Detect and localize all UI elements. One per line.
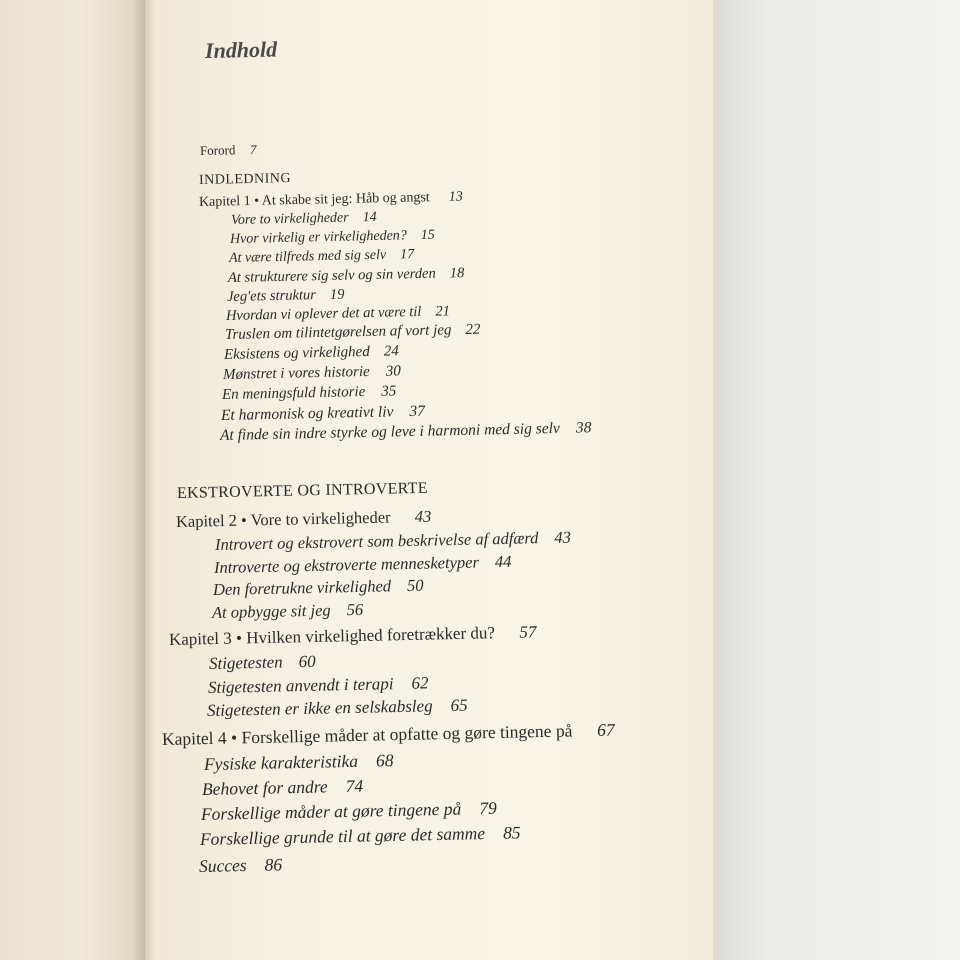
- entry-page: 44: [494, 551, 512, 572]
- entry-label: Den foretrukne virkelighed: [212, 576, 392, 599]
- entry-label: Jeg'ets struktur: [226, 287, 317, 305]
- entry-page: 30: [385, 363, 401, 380]
- chapter-label: Kapitel 3 • Hvilken virkelighed foretrækker du?: [168, 623, 496, 649]
- entry-page: 22: [465, 321, 481, 338]
- entry-page: 50: [406, 575, 424, 595]
- background-surface: [717, 0, 960, 960]
- entry-label: At opbygge sit jeg: [211, 600, 331, 622]
- chapter-label: Kapitel 1 • At skabe sit jeg: Håb og angst: [198, 190, 430, 210]
- entry-label: Hvordan vi oplever det at være til: [225, 303, 422, 324]
- section-heading: EKSTROVERTE OG INTROVERTE: [176, 479, 429, 502]
- entry-label: At være tilfreds med sig selv: [228, 247, 387, 266]
- entry-label: At finde sin indre styrke og leve i harmoni med sig selv: [219, 419, 561, 444]
- entry-page: 56: [346, 599, 364, 620]
- left-page: [0, 0, 150, 960]
- entry-label: Mønstret i vores historie: [222, 363, 370, 383]
- entry-label: Truslen om tilintetgørelsen af vort jeg: [224, 322, 452, 343]
- entry-label: Stigetesten er ikke en selskabsleg: [206, 696, 433, 720]
- entry-page: 65: [450, 695, 468, 715]
- toc-preface: [200, 142, 257, 159]
- entry-page: 17: [400, 247, 415, 263]
- preface-label: Forord: [199, 142, 236, 158]
- entry-label: Introverte og ekstroverte mennesketyper: [213, 552, 480, 577]
- entry-label: Stigetesten anvendt i terapi: [207, 674, 394, 697]
- entry-label: Fysiske karakteristika: [203, 750, 359, 774]
- entry-label: Et harmonisk og kreativt liv: [220, 403, 394, 424]
- entry-label: Eksistens og virkelighed: [223, 343, 370, 363]
- chapter-page: 67: [596, 719, 615, 740]
- entry-page: 79: [479, 797, 497, 819]
- toc-entry: [222, 383, 397, 404]
- entry-page: 85: [502, 822, 521, 843]
- entry-label: Vore to virkeligheder: [230, 210, 349, 228]
- toc-entry: [199, 854, 283, 877]
- entry-page: 68: [375, 750, 394, 771]
- entry-page: 19: [329, 286, 345, 303]
- toc-entry: [204, 750, 394, 775]
- chapter-page: 43: [414, 506, 432, 526]
- toc-entry: [202, 776, 364, 800]
- entry-label: Introvert og ekstrovert som beskrivelse af adfærd: [214, 528, 539, 554]
- entry-label: En meningsfuld historie: [221, 384, 366, 403]
- entry-label: Stigetesten: [208, 652, 283, 673]
- section-heading: INDLEDNING: [198, 171, 292, 188]
- entry-page: 60: [298, 651, 316, 672]
- entry-page: 37: [409, 402, 426, 421]
- entry-page: 14: [362, 209, 377, 226]
- toc-entry: [227, 287, 345, 306]
- entry-page: 38: [575, 419, 592, 437]
- entry-label: Forskellige grunde til at gøre det samme: [199, 823, 486, 849]
- toc-entry: [209, 652, 316, 674]
- entry-label: Hvor virkelig er virkeligheden?: [229, 228, 407, 247]
- entry-page: 62: [411, 673, 429, 693]
- toc-title: Indhold: [204, 36, 278, 63]
- entry-page: 21: [435, 303, 451, 320]
- preface-page: 7: [249, 141, 257, 157]
- entry-page: 18: [449, 265, 465, 282]
- chapter-label: Kapitel 2 • Vore to virkeligheder: [175, 507, 391, 531]
- entry-label: Forskellige måder at gøre tingene på: [200, 798, 462, 824]
- entry-label: At strukturere sig selv og sin verden: [227, 265, 436, 286]
- toc-entry: [231, 210, 377, 229]
- entry-label: Succes: [198, 855, 247, 876]
- chapter-page: 13: [448, 189, 463, 205]
- entry-page: 43: [554, 527, 572, 547]
- chapter-label: Kapitel 4 • Forskellige måder at opfatte og gøre tingene på: [161, 720, 573, 749]
- book-gutter: [132, 0, 156, 960]
- entry-page: 15: [420, 227, 435, 244]
- entry-page: 74: [345, 775, 364, 796]
- entry-page: 86: [264, 854, 283, 875]
- entry-page: 24: [383, 343, 399, 360]
- entry-page: 35: [381, 383, 397, 400]
- chapter-page: 57: [519, 622, 537, 642]
- entry-label: Behovet for andre: [201, 776, 328, 799]
- toc-entry: [212, 600, 364, 623]
